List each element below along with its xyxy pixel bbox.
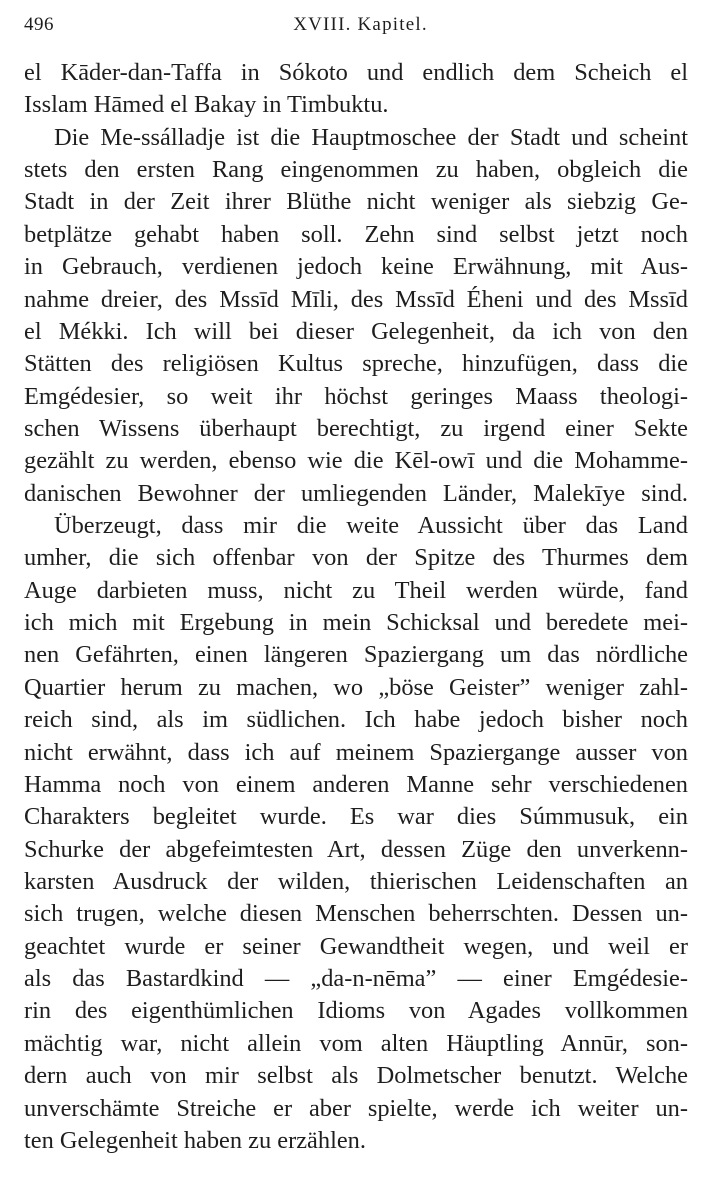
text-line-2: Isslam Hāmed el Bakay in Timbuktu.	[24, 91, 389, 119]
text-line-8: nahme dreier, des Mssīd Mīli, des Mssīd Éheni und des Mssīd	[24, 285, 688, 313]
text-line-18: ich mich mit Ergebung in mein Schicksal und beredete mei-	[24, 609, 688, 637]
running-head	[24, 14, 697, 42]
text-line-6: betplätze gehabt haben soll. Zehn sind selbst jetzt noch	[24, 220, 688, 248]
text-line-7: in Gebrauch, verdienen jedoch keine Erwähnung, mit Aus-	[24, 253, 688, 281]
text-line-31: mächtig war, nicht allein vom alten Häuptling Annūr, son-	[24, 1029, 688, 1057]
text-line-14: danischen Bewohner der umliegenden Länder, Malekīye sind.	[24, 479, 688, 507]
text-line-20: Quartier herum zu machen, wo „böse Geister” weniger zahl-	[24, 673, 688, 701]
text-line-24: Charakters begleitet wurde. Es war dies Súmmusuk, ein	[24, 803, 688, 831]
text-line-16: umher, die sich offenbar von der Spitze des Thurmes dem	[24, 544, 688, 572]
text-line-12: schen Wissens überhaupt berechtigt, zu irgend einer Sekte	[24, 414, 688, 442]
text-line-21: reich sind, als im südlichen. Ich habe jedoch bisher noch	[24, 706, 688, 734]
text-line-23: Hamma noch von einem anderen Manne sehr verschiedenen	[24, 770, 688, 798]
text-line-3: Die Me-ssálladje ist die Hauptmoschee der Stadt und scheint	[54, 123, 688, 151]
body-text	[24, 57, 688, 1157]
text-line-4: stets den ersten Rang eingenommen zu haben, obgleich die	[24, 156, 688, 184]
text-line-19: nen Gefährten, einen längeren Spaziergang um das nördliche	[24, 641, 688, 669]
text-line-17: Auge darbieten muss, nicht zu Theil werden würde, fand	[24, 576, 688, 604]
text-line-29: als das Bastardkind — „da-n-nēma” — einer Emgédesie-	[24, 965, 688, 993]
chapter-title: XVIII. Kapitel.	[293, 14, 428, 35]
text-line-26: karsten Ausdruck der wilden, thierischen Leidenschaften an	[24, 867, 688, 895]
text-line-32: dern auch von mir selbst als Dolmetscher benutzt. Welche	[24, 1062, 688, 1090]
text-line-11: Emgédesier, so weit ihr höchst geringes Maass theologi-	[24, 382, 688, 410]
text-line-22: nicht erwähnt, dass ich auf meinem Spaziergange ausser von	[24, 738, 688, 766]
text-line-5: Stadt in der Zeit ihrer Blüthe nicht weniger als siebzig Ge-	[24, 188, 688, 216]
text-line-15: Überzeugt, dass mir die weite Aussicht über das Land	[54, 512, 688, 540]
page-number: 496	[24, 14, 54, 35]
text-line-28: geachtet wurde er seiner Gewandtheit wegen, und weil er	[24, 932, 688, 960]
text-line-1: el Kāder-dan-Taffa in Sókoto und endlich dem Scheich el	[24, 59, 688, 86]
text-line-25: Schurke der abgefeimtesten Art, dessen Züge den unverkenn-	[24, 835, 688, 863]
text-line-13: gezählt zu werden, ebenso wie die Kēl-owī und die Mohamme-	[24, 447, 688, 475]
text-line-34: ten Gelegenheit haben zu erzählen.	[24, 1126, 366, 1154]
text-line-9: el Mékki. Ich will bei dieser Gelegenheit, da ich von den	[24, 317, 688, 345]
text-line-30: rin des eigenthümlichen Idioms von Agades vollkommen	[24, 997, 688, 1025]
text-line-33: unverschämte Streiche er aber spielte, werde ich weiter un-	[24, 1094, 688, 1122]
text-line-27: sich trugen, welche diesen Menschen beherrschten. Dessen un-	[24, 900, 688, 928]
text-line-10: Stätten des religiösen Kultus spreche, hinzufügen, dass die	[24, 350, 688, 378]
